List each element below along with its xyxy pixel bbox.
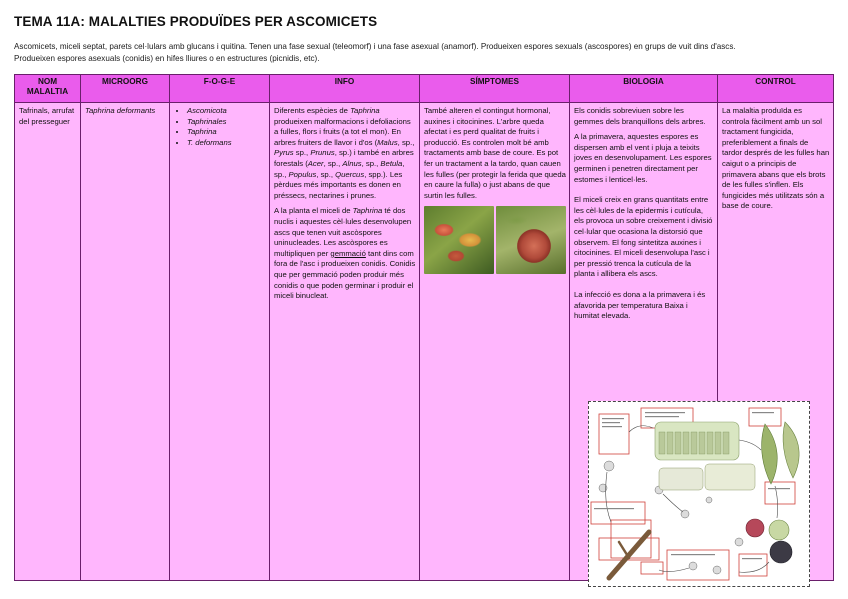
cell-simptomes bbox=[420, 103, 570, 581]
leaf-curl-fruit-photo bbox=[496, 206, 566, 274]
text-run-italic: Pyrus bbox=[274, 148, 294, 158]
header-biologia: BIOLOGIA bbox=[570, 75, 718, 103]
text-run-italic: Malus bbox=[377, 137, 398, 147]
text-run: Diferents espècies de bbox=[274, 106, 351, 115]
text-run: , sp., bbox=[323, 158, 343, 168]
header-microorg: MICROORG bbox=[81, 75, 170, 103]
leaf-curl-leaves-photo bbox=[424, 206, 494, 274]
cell-control: La malaltia produïda es controla fàcilment amb un sol tractament fungicida, preferiblement a finals de tardor després de les fulles han caigut o a principis de primavera abans que els brots de les fulles s'inflen. Els fungicides més utilitzats són a base de coure. bbox=[718, 103, 834, 581]
header-nom-malaltia: NOM MALALTIA bbox=[15, 75, 81, 103]
disease-cycle-illustration bbox=[589, 402, 809, 586]
header-simptomes: SÍMPTOMES bbox=[420, 75, 570, 103]
taxonomy-item: • Ascomicota bbox=[187, 106, 266, 117]
taxonomy-list bbox=[174, 106, 266, 148]
text-run: A la planta el miceli de bbox=[274, 206, 353, 216]
text-run: , sp., bbox=[274, 158, 405, 179]
disease-cycle-diagram bbox=[588, 401, 810, 587]
biologia-paragraph-2: A la primavera, aquestes espores es dispersen amb el vent i pluja a teixits joves en desenvolupament. Les espores germinen i penetren directament per estomes i lenticel·les. bbox=[574, 132, 712, 184]
text-run: , sp., bbox=[316, 169, 336, 179]
biologia-paragraph-4: La infecció es dona a la primavera i és afavorida per temperatura Baixa i humitat elevada. bbox=[574, 289, 706, 321]
header-control: CONTROL bbox=[718, 75, 834, 103]
text-run: sp., bbox=[293, 148, 311, 158]
simptomes-paragraph: També alteren el contingut hormonal, auxines i citocinines. L'arbre queda afectat i es perd qualitat de fruits i producció. Es controlen molt bé amb tractaments amb base de coure. Es pot fer un tractament a la tardo, quan cauen les fulles (per protegir la ferida que queda en caure la fulla) o just abans de que surtin les fulles. bbox=[424, 106, 566, 200]
info-paragraph-1 bbox=[274, 106, 416, 201]
text-run-italic: Prunus bbox=[310, 148, 335, 158]
text-run: , sp.) i també en arbres forestals ( bbox=[274, 148, 414, 168]
table-header-row bbox=[15, 75, 834, 103]
text-run: , sp., bbox=[397, 137, 415, 147]
text-run-italic: Betula bbox=[380, 158, 403, 168]
taxonomy-item: • Taphrina bbox=[187, 127, 266, 138]
header-info: INFO bbox=[270, 75, 420, 103]
biologia-paragraph-1: Els conidis sobreviuen sobre les gemmes dels branquillons dels arbres. bbox=[574, 106, 706, 126]
text-run: tant dins com fora de l'asc i produeixen conidis. Conidis que per gemmació poden produir més conidis o que poden germinar i produir el miceli binucleat. bbox=[274, 248, 416, 301]
text-run-underlined: gemmació bbox=[330, 248, 366, 258]
info-paragraph-2 bbox=[274, 206, 416, 301]
taxonomy-item: • T. deformans bbox=[187, 138, 266, 149]
page-title: TEMA 11A: MALALTIES PRODUÏDES PER ASCOMICETS bbox=[14, 14, 378, 29]
intro-line-1: Ascomicets, miceli septat, parets cel·lulars amb glucans i quitina. Tenen una fase sexual (teleomorf) i una fase asexual (anamorf). Produeixen espores sexuals (ascospores) en grups de vuit dins d'ascs. bbox=[14, 42, 736, 51]
biologia-paragraph-3: El miceli creix en grans quantitats entre les cèl·lules de la epidermis i cutícula, els provoca un sobre creixement i divisió cel·lular que ocasiona la distorsió que observem. El fong sintetitza auxines i citocinines. El miceli desenvolupa l'asc i per pressió trenca la cutícula de la planta i allibera els ascs. bbox=[574, 195, 713, 279]
text-run: , sp., bbox=[361, 158, 381, 168]
text-run-italic: Taphrina bbox=[352, 206, 383, 216]
taxonomy-item: • Taphrinales bbox=[187, 117, 266, 128]
text-run-italic: Quercus bbox=[335, 169, 365, 179]
text-run: té dos nuclis i aquestes cèl·lules desenvolupen ascs que tenen vuit ascòspores uninucleades. Les ascòspores es multipliquen per bbox=[274, 206, 412, 258]
intro-line-2: Produeixen espores asexuals (conidis) en hifes lliures o en estructures (picnidis, etc). bbox=[14, 53, 320, 63]
text-run: , spp.). Les pèrdues més importants es donen en préssecs, nectarines i prunes. bbox=[274, 169, 403, 200]
text-run: produeixen malformacions i defoliacions a fulles, flors i fruits (a tot el mon). En arbres fruiters de llavor i d'os ( bbox=[274, 116, 411, 147]
text-run-italic: Taphrina bbox=[350, 106, 380, 115]
text-run-italic: Populus bbox=[288, 169, 317, 179]
text-run-italic: Acer bbox=[307, 158, 324, 168]
cell-foge bbox=[170, 103, 270, 581]
intro-text bbox=[14, 41, 839, 64]
cell-nom-malaltia: Tafrinals, arrufat del presseguer bbox=[15, 103, 81, 581]
symptom-photos bbox=[424, 206, 566, 274]
header-foge: F-O-G-E bbox=[170, 75, 270, 103]
cell-info bbox=[270, 103, 420, 581]
cell-microorg: Taphrina deformants bbox=[81, 103, 170, 581]
text-run-italic: Alnus bbox=[342, 158, 362, 168]
